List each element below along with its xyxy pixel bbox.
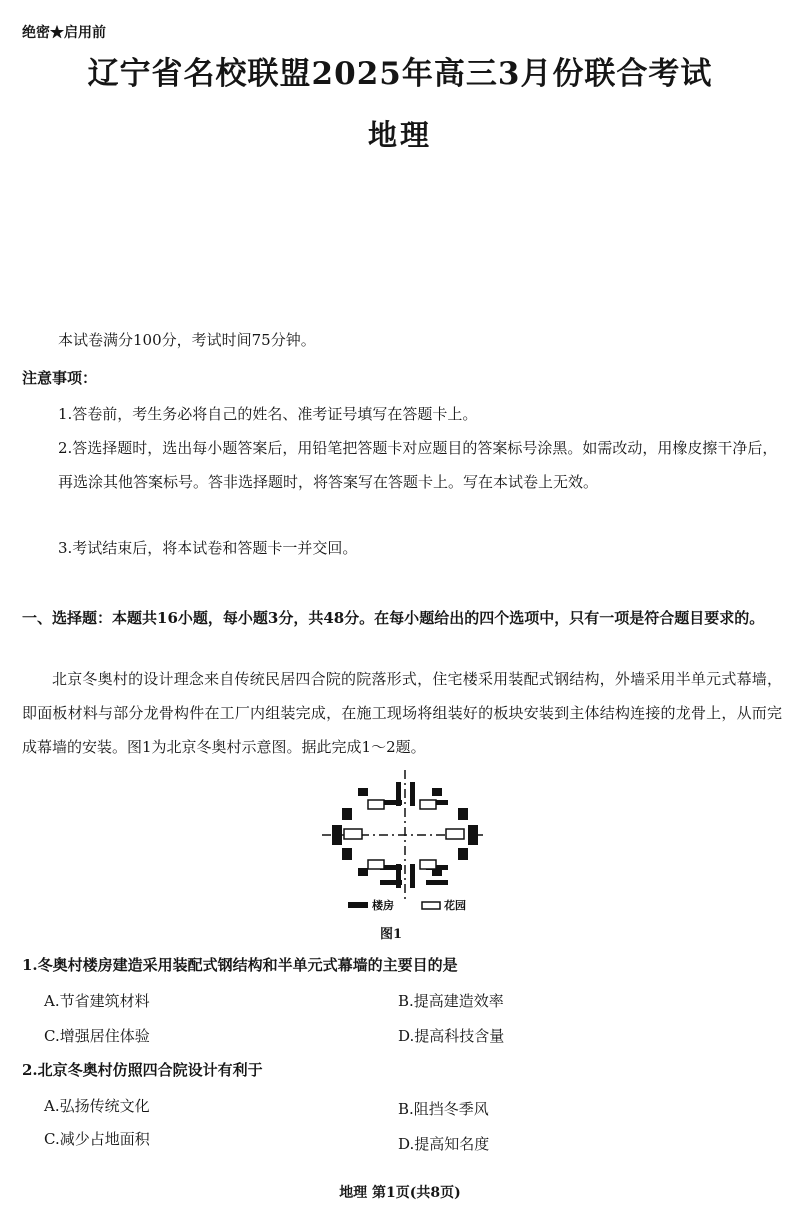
note-item: 2.答选择题时，选出每小题答案后，用铅笔把答题卡对应题目的答案标号涂黑。如需改动，用橡皮擦干净后，再选涂其他答案标号。答非选择题时，将答案写在答题卡上。写在本试卷上无效。 [58,439,778,491]
subject-title: 地理 [367,118,432,152]
olympic-village-diagram [322,770,492,920]
figure-caption: 图1 [380,927,403,942]
note-item: 1.答卷前，考生务必将自己的姓名、准考证号填写在答题卡上。 [58,405,478,423]
q1-option-d[interactable]: D.提高科技含量 [398,1027,505,1045]
exam-intro: 本试卷满分100分，考试时间75分钟。 [58,331,316,349]
question-2: 2.北京冬奥村仿照四合院设计有利于 [22,1061,263,1079]
legend-building-label: 楼房 [372,899,394,912]
question-1: 1.冬奥村楼房建造采用装配式钢结构和半单元式幕墙的主要目的是 [22,956,458,974]
q1-option-c[interactable]: C.增强居住体验 [44,1027,150,1045]
confidential-mark: 绝密★启用前 [22,25,106,41]
legend-garden-label: 花园 [444,899,466,912]
legend-garden-swatch [422,902,440,909]
q2-option-a[interactable]: A.弘扬传统文化 [44,1097,150,1115]
exam-title: 辽宁省名校联盟2025年高三3月份联合考试 [87,56,713,92]
question-stem: 北京冬奥村的设计理念来自传统民居四合院的院落形式，住宅楼采用装配式钢结构，外墙采用半单元式幕墙，即面板材料与部分龙骨构件在工厂内组装完成，在施工现场将组装好的板块安装到主体结构连接的龙骨上，从而完成幕墙的安装。图1为北京冬奥村示意图。据此完成1～2题。 [22,670,782,756]
note-item: 3.考试结束后，将本试卷和答题卡一并交回。 [58,539,358,557]
q2-option-b[interactable]: B.阻挡冬季风 [398,1100,489,1118]
page-footer: 地理 第1页(共8页) [339,1185,461,1201]
section-heading: 一、选择题：本题共16小题，每小题3分，共48分。在每小题给出的四个选项中，只有一项是符合题目要求的。 [22,609,765,627]
q2-option-c[interactable]: C.减少占地面积 [44,1130,150,1148]
q1-option-a[interactable]: A.节省建筑材料 [44,992,150,1010]
q2-option-d[interactable]: D.提高知名度 [398,1135,490,1153]
notes-heading: 注意事项： [22,369,98,387]
q1-option-b[interactable]: B.提高建造效率 [398,992,504,1010]
legend-building-swatch [348,902,368,908]
